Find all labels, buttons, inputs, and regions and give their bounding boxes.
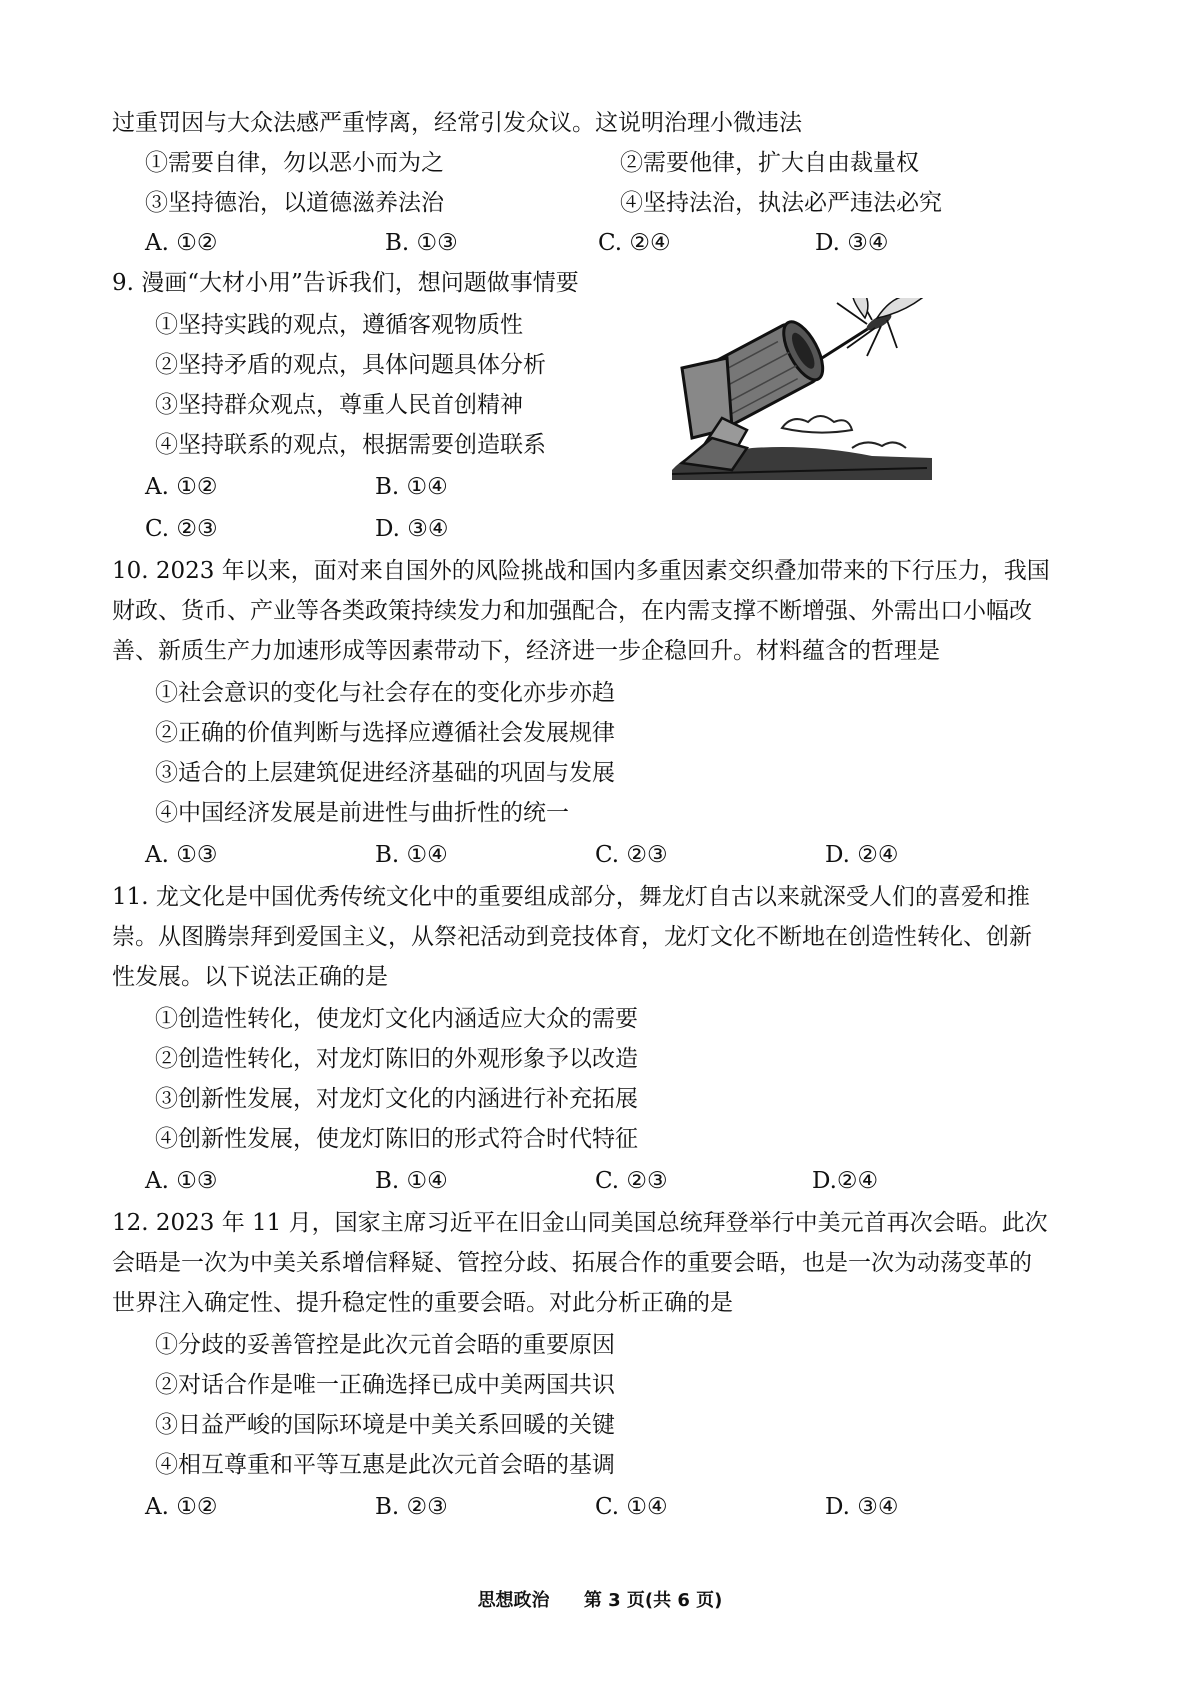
page-footer xyxy=(0,1586,1200,1612)
footer-subject: 思想政治 xyxy=(477,1590,550,1611)
q11-item-1: ①创造性转化，使龙灯文化内涵适应大众的需要 xyxy=(155,1006,638,1032)
q10-item-1: ①社会意识的变化与社会存在的变化亦步亦趋 xyxy=(155,680,615,706)
q10-stem-line-2: 财政、货币、产业等各类政策持续发力和加强配合，在内需支撑不断增强、外需出口小幅改 xyxy=(112,598,1032,624)
q11-choice-c: C. ②③ xyxy=(595,1168,668,1194)
q9-choice-a: A. ①② xyxy=(145,474,218,500)
q11-choice-a: A. ①③ xyxy=(145,1168,218,1194)
q9-item-2: ②坚持矛盾的观点，具体问题具体分析 xyxy=(155,352,546,378)
q12-item-3: ③日益严峻的国际环境是中美关系回暖的关键 xyxy=(155,1412,615,1438)
q11-item-4: ④创新性发展，使龙灯陈旧的形式符合时代特征 xyxy=(155,1126,638,1152)
q9-item-3: ③坚持群众观点，尊重人民首创精神 xyxy=(155,392,523,418)
q8-stem-tail: 过重罚因与大众法感严重悖离，经常引发众议。这说明治理小微违法 xyxy=(112,110,802,136)
q9-choice-c: C. ②③ xyxy=(145,516,218,542)
q12-item-1: ①分歧的妥善管控是此次元首会晤的重要原因 xyxy=(155,1332,615,1358)
q8-item-3: ③坚持德治，以道德滋养法治 xyxy=(145,190,444,216)
q11-stem-line-3: 性发展。以下说法正确的是 xyxy=(112,964,388,990)
footer-page-number: 第 3 页(共 6 页) xyxy=(583,1590,723,1611)
q11-stem-line-2: 崇。从图腾崇拜到爱国主义，从祭祀活动到竞技体育，龙灯文化不断地在创造性转化、创新 xyxy=(112,924,1032,950)
q12-stem-line-3: 世界注入确定性、提升稳定性的重要会晤。对此分析正确的是 xyxy=(112,1290,733,1316)
q12-stem-line-2: 会晤是一次为中美关系增信释疑、管控分歧、拓展合作的重要会晤，也是一次为动荡变革的 xyxy=(112,1250,1032,1276)
q8-item-4: ④坚持法治，执法必严违法必究 xyxy=(620,190,942,216)
q10-stem-line-3: 善、新质生产力加速形成等因素带动下，经济进一步企稳回升。材料蕴含的哲理是 xyxy=(112,638,940,664)
q10-stem-line-1: 10. 2023 年以来，面对来自国外的风险挑战和国内多重因素交织叠加带来的下行压力，我国 xyxy=(112,558,1050,584)
q12-choice-d: D. ③④ xyxy=(825,1494,899,1520)
q10-choice-a: A. ①③ xyxy=(145,842,218,868)
q9-item-4: ④坚持联系的观点，根据需要创造联系 xyxy=(155,432,546,458)
q12-choice-b: B. ②③ xyxy=(375,1494,448,1520)
q12-stem-line-1: 12. 2023 年 11 月，国家主席习近平在旧金山同美国总统拜登举行中美元首再次会晤。此次 xyxy=(112,1210,1048,1236)
q11-choice-b: B. ①④ xyxy=(375,1168,448,1194)
q9-choice-b: B. ①④ xyxy=(375,474,448,500)
cartoon-cannon-mosquito-image xyxy=(672,298,932,480)
q8-choice-a: A. ①② xyxy=(145,230,218,256)
q8-choice-c: C. ②④ xyxy=(598,230,671,256)
q12-choice-a: A. ①② xyxy=(145,1494,218,1520)
q8-item-1: ①需要自律，勿以恶小而为之 xyxy=(145,150,444,176)
q9-choice-d: D. ③④ xyxy=(375,516,449,542)
q12-item-4: ④相互尊重和平等互惠是此次元首会晤的基调 xyxy=(155,1452,615,1478)
q11-stem-line-1: 11. 龙文化是中国优秀传统文化中的重要组成部分，舞龙灯自古以来就深受人们的喜爱和推 xyxy=(112,884,1030,910)
q11-item-3: ③创新性发展，对龙灯文化的内涵进行补充拓展 xyxy=(155,1086,638,1112)
q11-choice-d: D.②④ xyxy=(812,1168,879,1194)
q8-choice-b: B. ①③ xyxy=(385,230,458,256)
q8-item-2: ②需要他律，扩大自由裁量权 xyxy=(620,150,919,176)
q10-item-3: ③适合的上层建筑促进经济基础的巩固与发展 xyxy=(155,760,615,786)
q10-choice-c: C. ②③ xyxy=(595,842,668,868)
q9-stem: 9. 漫画“大材小用”告诉我们，想问题做事情要 xyxy=(112,270,579,296)
q10-item-4: ④中国经济发展是前进性与曲折性的统一 xyxy=(155,800,569,826)
q9-item-1: ①坚持实践的观点，遵循客观物质性 xyxy=(155,312,523,338)
q11-item-2: ②创造性转化，对龙灯陈旧的外观形象予以改造 xyxy=(155,1046,638,1072)
q10-item-2: ②正确的价值判断与选择应遵循社会发展规律 xyxy=(155,720,615,746)
q8-choice-d: D. ③④ xyxy=(815,230,889,256)
q12-choice-c: C. ①④ xyxy=(595,1494,668,1520)
q10-choice-b: B. ①④ xyxy=(375,842,448,868)
q12-item-2: ②对话合作是唯一正确选择已成中美两国共识 xyxy=(155,1372,615,1398)
q10-choice-d: D. ②④ xyxy=(825,842,899,868)
